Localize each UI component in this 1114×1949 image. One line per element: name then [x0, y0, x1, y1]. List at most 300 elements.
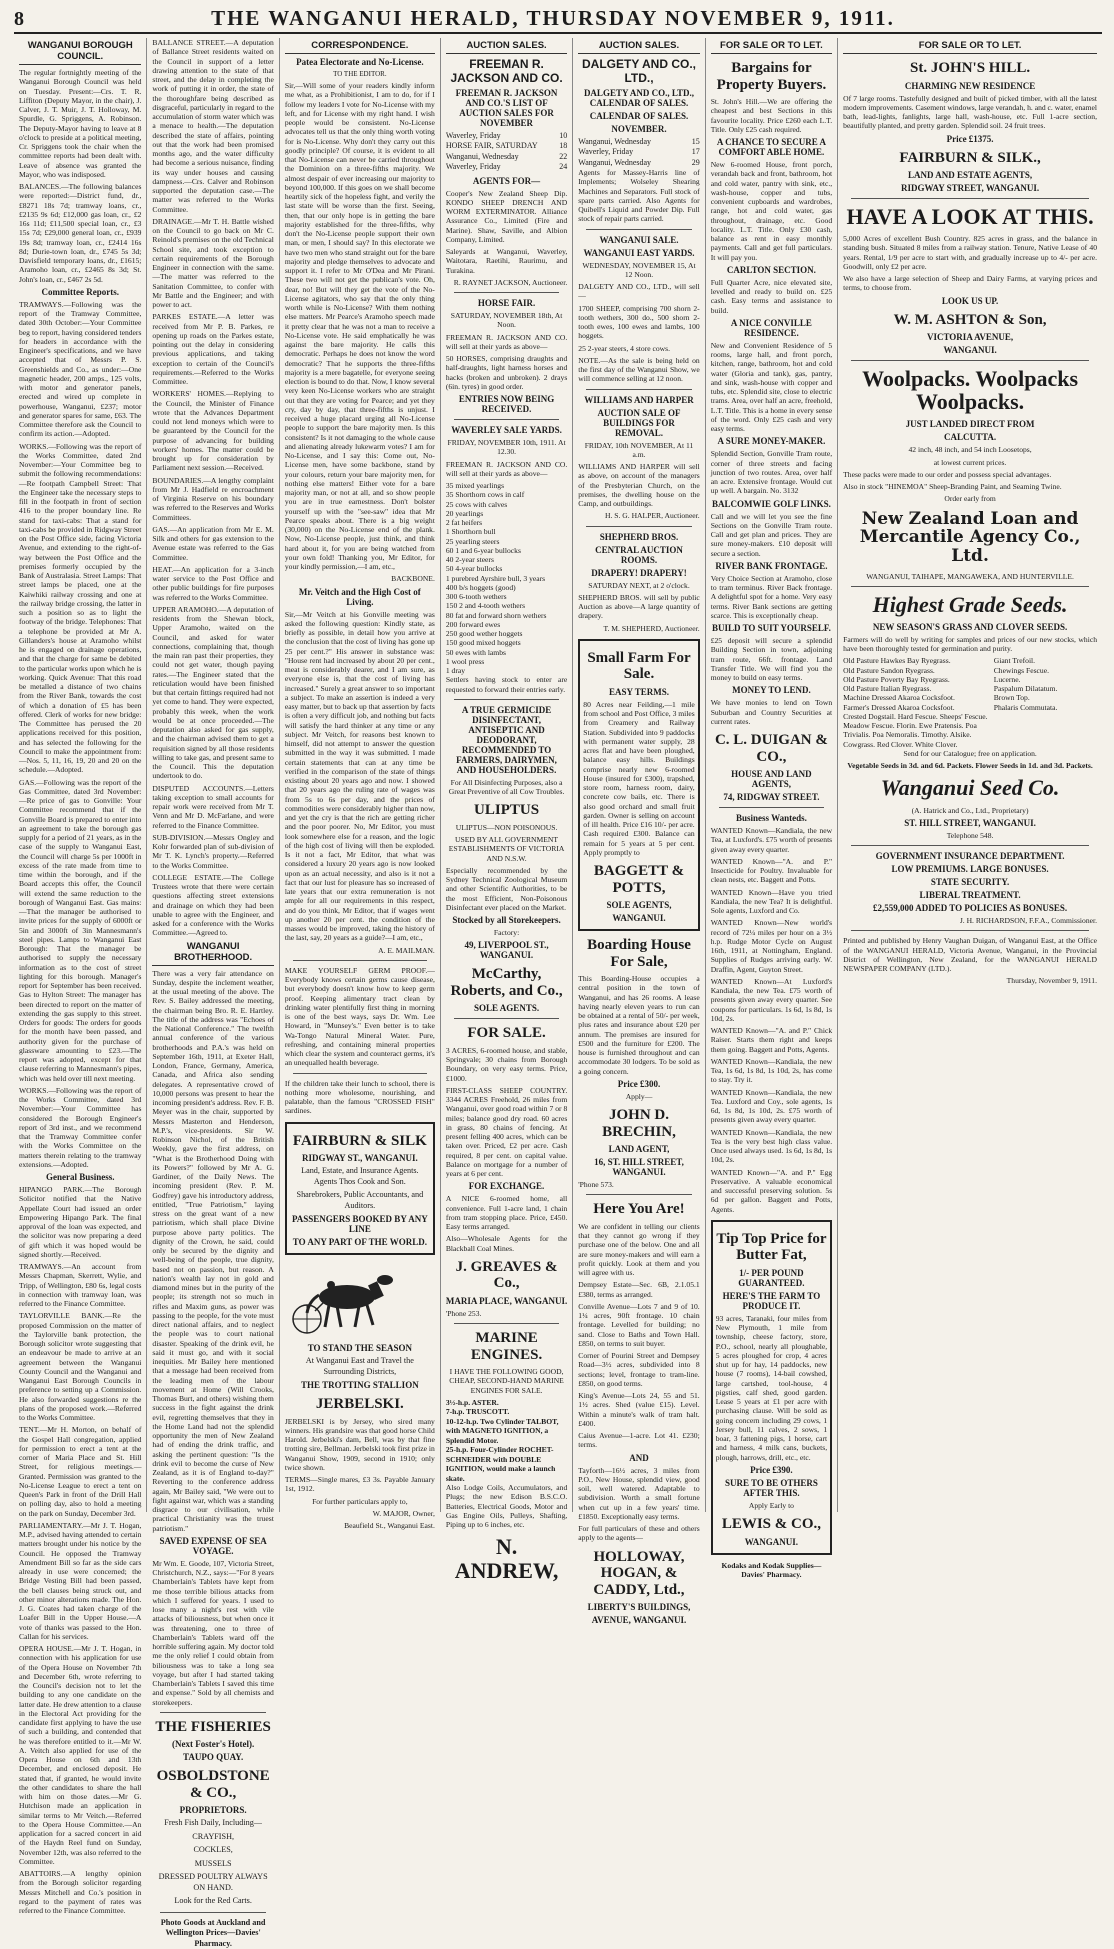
list-item: 3½-h.p. ASTER.	[445, 1397, 499, 1407]
imprint: Printed and published by Henry Vaughan Duigan, of Wanganui East, at the Office of the WANGANUI HERALD, Victoria Avenue, Wanganui, in the Provincial District of Wellington, New Zealand, for the WANGANUI HERALD NEWSPAPER COMPANY (LTD.).	[843, 936, 1097, 974]
wanted-ad: WANTED Known—Kandiala, the new Tea, at Luxford's. £75 worth of presents given away every quarter.	[710, 826, 833, 854]
borough-council-heading: WANGANUI BOROUGH COUNCIL.	[19, 40, 141, 65]
list-item: Brown Top.	[993, 693, 1030, 703]
engine-list	[446, 1398, 567, 1483]
ad-text: Cooper's New Zealand Sheep Dip. KONDO SHEEP DRENCH AND WORM EXTERMINATOR. Alliance Assurance Co., Limited (Fire and Marine). Shaw, Saville, and Albion Company, Limited.	[445, 188, 568, 244]
ad-text: Full Quarter Acre, nice elevated site, levelled and ready to build on. £25 cash. Easy terms and assistance to build.	[710, 277, 833, 315]
sure-line: SURE TO BE OTHERS AFTER THIS.	[724, 1477, 818, 1498]
list-item: Waverley, Friday 24	[445, 162, 568, 172]
ad-text: £25 deposit will secure a splendid Building Section in town, adjoining tram route, 66ft. frontage. Land Transfer Title. We will find you the money to build on easy terms.	[710, 636, 833, 682]
ad-text: ULIPTUS—NON POISONOUS.	[455, 822, 558, 832]
stock-list	[446, 481, 567, 675]
ad-text: Dempsey Estate—Sec. 6B, 2.1.05.1 £380, terms as arranged.	[578, 1280, 700, 1299]
ad-text: 'Phone 573.	[578, 1180, 614, 1190]
ad-text: 42 inch, 48 inch, and 54 inch Loosetops,	[908, 445, 1032, 455]
ad-text: JERBELSKI is by Jersey, who sired many winners. His grandsire was that good horse Child Harold. Jerbelski's dam, Bell, was by that fine trotting sire, Bellman. Jerbelski took first prize in Wanganui Show, 1909, second in 1910; only twice shown.	[284, 1416, 435, 1472]
article-paragraph: WORKERS' HOMES.—Replying to the Council, the Minister of Finance wrote that the Advances Department could not lend moneys which were to be guaranteed by the Council for the purpose of advancing for building workers' homes. The matter could be brought up for consideration by Parliament next session.—Received.	[152, 389, 274, 473]
divider	[160, 1712, 265, 1713]
brechin-name: JOHN D. BRECHIN,	[602, 1107, 676, 1140]
ad-text: This Boarding-House occupies a central position in the town of Wanganui, and has 26 rooms. A lease having nearly eleven years to run can be obtained at a rental of 50/- per week, plus rates and insurance about £20 per annum. The premises are insured for £500 and the furniture for £200. The house is furnished throughout and can accommodate 30 lodgers. To be sold as a going concern.	[578, 974, 700, 1076]
liberty-buildings: LIBERTY'S BUILDINGS,	[587, 1602, 691, 1613]
column-5	[572, 38, 704, 1626]
list-item: 1 dray	[445, 666, 466, 676]
ad-text: These packs were made to our order and possess special advantages.	[843, 469, 1052, 479]
fairburn-address: RIDGWAY STREET, WANGANUI.	[901, 183, 1040, 193]
wanganui-seed-name: Wanganui Seed Co.	[880, 775, 1060, 801]
brechin-address: 16, ST. HILL STREET, WANGANUI.	[594, 1157, 684, 1178]
divider	[160, 1912, 265, 1913]
ad-text: Order early from	[944, 494, 996, 504]
ad-text: Apply Early to	[748, 1500, 794, 1510]
list-item: 35 mixed yearlings	[445, 481, 505, 491]
calendar-label: CALENDAR OF SALES.	[589, 111, 689, 121]
ad-text: We are confident in telling our clients that they cannot go wrong if they purchase one of the below. One and all are sure money-makers and will earn a profit quickly. Look at them and you will agree with us.	[578, 1221, 700, 1278]
bonuses-line: £2,559,000 ADDED TO POLICIES AS BONUSES.	[872, 903, 1068, 914]
wanted-ad: WANTED Known—"A. and P." Insecticide for Poultry. Invaluable for clean nests, etc. Baggett and Potts.	[710, 856, 833, 885]
ad-text: NOTE.—As the sale is being held on the first day of the Wanganui Show, we will commence selling at 12 noon.	[578, 355, 700, 384]
agents-label: AGENTS FOR—	[472, 175, 541, 186]
list-item: Wanganui, Wednesday 22	[445, 151, 568, 161]
ad-text: WILLIAMS AND HARPER will sell as above, on account of the managers of the Presbyterian Church, on the premises, the dwelling house on the Camp, and outbuildings.	[578, 462, 700, 509]
wanted-ad: WANTED Known—At Luxford's Kandiala, the new Tea. £75 worth of presents given away every quarter. See coupons for particulars. 1s 6d, 1s 8d, 1s 10d, 2s.	[710, 976, 833, 1023]
list-item: 1 purebred Ayrshire bull, 3 years	[445, 573, 546, 583]
article-paragraph: There was a very fair attendance on Sunday, despite the inclement weather, at the usual meeting of the above. The Rev. S. Bailey addressed the meeting, the chairman being Bro. R. E. Hartley. The title of the address was "Echoes of the National Conference." The twelfth annual conference of the various brotherhoods and P.A.'s was held on September 16th, 1911, at Exeter Hall, London, France, Germany, America, Canada, and Africa also sending delegates. A representative crowd of 10,000 persons was present to hear the incoming president's address. Rev. F. B. Meyer was in the chair, supported by Messrs Masterton and Henderson, M.P.'s, vice-presidents. Sir W. Robinson Nichol, of the British Weekly, gave the first address, on "What is the Brotherhood Doing with its Powers?" followed by Mr A. G. Gardiner, of the Daily News. The incoming president (Rev. P. M. Godfrey) gave his introductory address, entitled, "True Patriotism," laying stress on the great want of a new patriotism, which shall place Divine purpose above party politics. The dignity of the Crown, he said, could only be secured by the dignity and well-being of the people, true dignity, based not on passion, but reason. A nation's wealth lay not in gold and diamond mines but in the purity of the people; its strength not so much in rifles and Maxim guns, as power was passing to the people, for the vote must direct national affairs, and to neglect the people was to court national disaster. Speaking of the drink evil, he said it must go, and with it social inequities. Mr Bailey here mentioned that a message had been received from the leading men of the labour movement at Home (Will Crooks, Thomas Burt, and others) wishing them success in the fight against the drink evil, regretting themselves that they in the Home Land had not the splendid opportunity the men of New Zealand had of ending the drink traffic, and asking the pertinent question: "Is the drink evil to become the curse of New Zealand, as it is of England to-day?" Reverting to the conference address again, Mr Bailey said, "We were out to fight against war, which was a standing disgrace to our civilisation, while practical Christianity was the truest patriotism."	[152, 968, 274, 1533]
ad-text: Factory:	[493, 928, 520, 938]
article-paragraph: TRAMWAYS.—Following was the report of the Tramway Committee, dated 30th October:—Your Committee beg to report, having considered tenders for headers in accordance with the Engineer's specifications, and we have accepted that of Messrs P. S. Greenshields and Co., as under:—One magnetic header, 200 amps., 125 volts, with motor and generator panels, erected and wired up complete in powerhouse, Wanganui, £237; motor and generator spares for same, £63. The Committee therefore ask the Council to confirm its action.—Adopted.	[19, 299, 142, 439]
st-johns-title: St. JOHN'S HILL.	[910, 60, 1031, 76]
williams-title: WILLIAMS AND HARPER	[584, 394, 694, 405]
ad-text: Farmers will do well by writing for samples and prices of our new stocks, which have been thoroughly tested for germination and purity.	[843, 634, 1097, 654]
heres-line: HERE'S THE FARM TO PRODUCE IT.	[722, 1290, 821, 1311]
ad-text: 50 HORSES, comprising draughts and half-draughts, light harness horses and hacks (broken and unbroken). 2 drays (6in. tyres) in good order.	[445, 354, 568, 391]
marine-engines-title: MARINE ENGINES.	[470, 1330, 543, 1363]
ad-text: 1700 SHEEP, comprising 700 shorn 2-tooth wethers, 300 do., 500 shorn 2-tooth ewes, 100 ewes and lambs, 100 hoggets.	[578, 303, 700, 341]
williams-sale: AUCTION SALE OF BUILDINGS FOR REMOVAL.	[597, 407, 681, 438]
wanganui-label: WANGANUI.	[943, 345, 997, 356]
ad-text: FREEMAN R. JACKSON AND CO. will sell at their yards as above—	[445, 332, 568, 351]
ad-text: 5,000 Acres of excellent Bush Country. 825 acres in grass, and the balance in standing bush. Situated 8 miles from a railway station. Tenure, Native Lease of 40 years. Rental, 1/9 per acre to start with, and gradually increase up to 4/- per acre. Goodwill, only £2 per acre.	[843, 234, 1097, 271]
subheading: SAVED EXPENSE OF SEA VOYAGE.	[159, 1535, 267, 1556]
list-item: 10-12-h.p. Two Cylinder TALBOT, with MAGNETO IGNITION, a Splendid Motor.	[445, 1416, 559, 1445]
column-1	[14, 38, 146, 1915]
subheading: General Business.	[45, 1172, 115, 1182]
seed-list-left	[843, 656, 988, 749]
wanganui-sale-title: WANGANUI SALE.	[599, 234, 679, 245]
sales-list	[578, 137, 699, 168]
divider	[454, 419, 559, 420]
low-premiums: LOW PREMIUMS. LARGE BONUSES.	[891, 864, 1049, 875]
ad-text: USED BY ALL GOVERNMENT ESTABLISHMENTS OF VICTORIA AND N.S.W.	[448, 835, 565, 863]
sole-agents: SOLE AGENTS,	[606, 900, 672, 911]
for-sale-title: FOR SALE.	[467, 1025, 546, 1042]
holloway-name: HOLLOWAY, HOGAN, & CADDY, Ltd.,	[593, 1548, 685, 1598]
tip-top-ad	[711, 1220, 832, 1555]
sales-list	[446, 131, 567, 173]
ad-text: at lowest current prices.	[933, 457, 1007, 467]
to-editor: TO THE EDITOR.	[333, 70, 387, 78]
st-hill-address: ST. HILL STREET, WANGANUI.	[904, 817, 1036, 828]
correspondence-heading: CORRESPONDENCE.	[285, 40, 435, 54]
divider	[586, 526, 691, 527]
ad-text: 3 ACRES, 6-roomed house, and stable, Springvale; 30 chains from Borough Boundary, on very easy terms. Price, £1000.	[445, 1045, 568, 1083]
ad-text: Beaufield St., Wanganui East.	[344, 1521, 435, 1530]
here-you-are-title: Here You Are!	[593, 1201, 685, 1218]
divider	[586, 389, 691, 390]
ad-text: For further particulars apply to,	[312, 1496, 408, 1506]
ad-text: Conville Avenue—Lots 7 and 9 of 10. 1¼ acres, 90ft frontage. 10 chain frontage. Levelled for building; no sand. Close to Baths and Town Hall. £850, on terms to suit buyer.	[578, 1301, 700, 1348]
divider	[586, 229, 691, 230]
article-paragraph: ABATTOIRS.—A lengthy opinion from the Borough solicitor regarding Messrs Mitchell and Co.'s position in regard to the payment of rates was referred to the Finance Committee.	[19, 1869, 142, 1915]
divider	[293, 960, 427, 961]
horse-illustration	[285, 1261, 435, 1339]
for-sale-heading: FOR SALE OR TO LET.	[843, 40, 1097, 54]
andrew-name: N. ANDREW,	[454, 1534, 559, 1583]
ad-text: Apply—	[625, 1091, 653, 1101]
fisheries-sub: (Next Foster's Hotel).	[172, 1739, 255, 1750]
article-paragraph: WORKS.—Following was the report of the Works Committee, dated 2nd November:—Your Committee beg to submit the following recommendations:—Re footpath Campbell Street: That the Engineer take the necessary steps to fill in the footpath in front of section 416 to the proper boundary line. Re stand for taxi-cabs: That a stand for taxi-cabs be provided in Ridgway Street on the Post Office side, facing Victoria Avenue, and extending to the right-of-way between the Post Office and the premises formerly occupied by the Bank of Australasia. Street Lamps: That street lamps be placed, one at the Kaiwhiki railway crossing and one at the railway bridge crossing, the latter in such a position so as to light the footway of the bridge. Telephones: That a telephone be provided at Mr A. Gillanders's house at Aramoho whilst he is engaged on drainage operations, and that the charge for same be debited to the particular works upon which he is working. Quick Avenue: That this road be metalled a distance of two chains from the River Bank, towards the cost of which a donation of £5 has been offered. Clerk of works for new bridge: The Committee has perused the 20 applications received for this position, and has selected the following for the Council to make the appointment from:—Nos. 5, 11, 16, 19, 20 and 20 on the schedule.—Adopted.	[19, 441, 142, 775]
ad-text: Telephone 548.	[946, 830, 994, 840]
ad-text: For full particulars of these and others apply to the agents—	[578, 1524, 700, 1543]
any-part-line: TO ANY PART OF THE WORLD.	[292, 1237, 427, 1247]
list-item: 150 2 and 4-tooth wethers	[445, 601, 526, 611]
proprietors-label: PROPRIETORS.	[179, 1805, 247, 1816]
ad-text: T. M. SHEPHERD, Auctioneer.	[603, 623, 700, 633]
article-paragraph: UPPER ARAMOHO.—A deputation of residents from the Shewan block, Upper Aramoho, waited on the Council, and asked for water connections, complaining that, though the main ran past their properties, they could not get water, though paying rates.—The Engineer stated that the reticulation would have been finished but that certain fittings required had not yet come to hand. They were expected, probably this week, when the work would be at once proceeded.—The deputation also asked for gas supply, and the chairman advised them to get a requisition signed by all those residents willing to take gas, and present same to the Council. This the deputation undertook to do.	[152, 604, 274, 781]
article-paragraph: GAS.—An application from Mr E. M. Silk and others for gas extension to the Avenue estate was referred to the Gas Committee.	[152, 524, 274, 562]
subheading: Mr. Veitch and the High Cost of Living.	[298, 586, 421, 607]
list-item: 80 fat and forward shorn wethers	[445, 610, 547, 620]
small-farm-title: Small Farm For Sale.	[587, 649, 691, 683]
ad-text: St. John's Hill.—We are offering the cheapest and best Sections in this favourite locality. Price £260 each L.T. Title. Only £25 cash required.	[710, 97, 833, 134]
ad-text: Saleyards at Wanganui, Waverley, Waitotara, Raetihi, Raurimu, and Turakina.	[445, 247, 568, 275]
list-item: 7-h.p. TRUSCOTT.	[445, 1407, 510, 1417]
drapery-line: DRAPERY! DRAPERY!	[591, 567, 687, 578]
conville-title: A NICE CONVILLE RESIDENCE.	[730, 317, 812, 338]
highest-grade-title: Highest Grade Seeds.	[872, 591, 1068, 617]
list-item: 40 2-year steers	[445, 555, 494, 565]
ad-text: FRIDAY, 10th NOVEMBER, At 11 a.m.	[584, 440, 694, 459]
ad-text: Photo Goods at Auckland and Wellington Prices—Davies' Pharmacy.	[160, 1917, 266, 1948]
price-label: Price £300.	[617, 1078, 661, 1089]
build-title: BUILD TO SUIT YOURSELF.	[711, 623, 831, 633]
ad-text: FREEMAN R. JACKSON AND CO. will sell at their yards as above—	[445, 459, 568, 478]
list-item: Wanganui, Wednesday 29	[578, 157, 700, 167]
dalgety-calendar: DALGETY AND CO., LTD., CALENDAR OF SALES.	[583, 88, 695, 108]
seed-list-right	[994, 656, 1097, 749]
ad-text: COCKLES,	[193, 1845, 233, 1855]
list-item: Old Pasture Hawkes Bay Ryegrass.	[843, 656, 951, 666]
ad-text: We have monies to lend on Town Suburban and Country Securities at current rates.	[710, 698, 833, 726]
masthead	[14, 6, 1102, 34]
carlton-title: CARLTON SECTION.	[726, 264, 816, 275]
ad-text: New and Convenient Residence of 5 rooms, large hall, and front porch, kitchen, range, bathroom, hot and cold water (Gloria and tank), gas, pantry, and sink, wash-house with copper and tubs, etc. Splendid site, close to electric trams. Area, over half an acre, freehold, L.T. Title. This is a home in every sense of the word. Only £25 cash and very easy terms.	[710, 340, 833, 433]
wanganui-label: WANGANUI.	[612, 913, 666, 924]
article-paragraph: BALANCES.—The following balances were reported:—District fund, dr., £8271 18s 7d; tramway loans, cr., £2135 9s 6d; £12,000 gas loan, cr., £2 16s 11d; £11,500 special loan, cr., £3 15s 7d; £29,000 general loan, cr., £939 19s 8d; tramway loan, cr., £2414 16s 8d; Durie-town loan, dr., £745 5s 3d; Davisfield temporary loans, dr., £1615; Aramoho loan, cr., £2465 8s 3d; St. John's loan, cr., £467 2s 5d.	[19, 182, 142, 284]
list-item: Farmer's Dressed Akaroa Cocksfoot.	[843, 702, 955, 712]
list-item: Old Pasture Italian Ryegrass.	[843, 684, 932, 694]
fisheries-title: THE FISHERIES	[155, 1718, 271, 1735]
chance-title: A CHANCE TO SECURE A COMFORT ABLE HOME.	[716, 137, 827, 157]
list-item: 25 yearling steers	[445, 536, 500, 546]
list-item: Lucerne.	[993, 674, 1021, 684]
list-item: 25-h.p. Four-Cylinder ROCHET-SCHNEIDER with DOUBLE IGNITION, would make a launch skate.	[445, 1445, 556, 1483]
divider	[454, 1018, 559, 1019]
letter-text: Sir,—Will some of your readers kindly inform me what, as a Prohibitionist, I am to do, for if I follow my leaders I vote for No-License with my left, and for License with my right hand. I wish people would be consistent. No-License advocates tell us that the only thing worth voting for is No-License. Why don't they carry out this goodly principle? Of course, it is evident to all that No-License can never be carried throughout the Dominion on a three-fifths majority. We almost despair of ever increasing our majority to beyond 100,000. If this goes on we shall become heartily sick of the hopeless fight, and verily the last state will be worse than the first. Seeing, then, that our only hope is in getting the bare majority established for the three-fifths, why don't the No-License people support their own man, or men, I should say? In this electorate we have two men who stand straight out for the bare majority and pledge themselves to advocate and support it. I refer to Mr O'Dea and Mr Pirani. These two will not get the publican's vote. Oh, dear, no! But will they get the vote of the No-License agitators, who say that the only thing worth while is No-License? With them nothing else matters. Mr Pearce's Aramoho speech made it pretty clear that he was not a man to receive a No-License vote. He said emphatically he was against the bare majority. He calls this democratic. Perhaps he does not know the word democratic? That he supports the three-fifths majority is a mere bagatelle, for everyone seeing election is bound to do that. Now, I know several very keen No-License workers who are straight out that they are voting for Pearce; and yet they cry, day by day, that three-fifths is unjust. I received a huge placard urging all No-License people to support the bare majority men. Is this consistent? Is it not damaging to the whole cause and alienating already lukewarm votes? I am for No-License, and I say this: Come out, No-License men, have some backbone, stand by your colours, return your bare majority men, for nothing else matters! Either vote for a bare majority man, or not at all, and so show people you are in true earnestness. Don't bolster yourself up with the "see-saw" idea that Mr Pearce speaks about. There is a big weight (30,000) on the No-License end of the plank. Now, No-License people, just think, and think hard about it, for you are being watched from your own fold! Thanking you, Mr Editor, for your kindly permission,—I am, etc.,	[284, 81, 435, 571]
guaranteed-line: 1/- PER POUND GUARANTEED.	[738, 1267, 805, 1288]
charming-line: CHARMING NEW RESIDENCE	[904, 80, 1036, 91]
lewis-name: LEWIS & CO.,	[721, 1516, 822, 1532]
duigan-sub: HOUSE AND LAND AGENTS,	[731, 769, 812, 789]
article-paragraph: OPERA HOUSE.—Mr J. T. Hogan, in connection with his application for use of the Opera House on November 7th and December 6th, wrote referring to the Council's decision not to let the building to any one candidate on the latter date. He drew attention to a clause in the Electoral Act providing for the candidate first applying to have the use of such a building, and contended that he was therefore entitled to it.—Mr W. A. Veitch also applied for use of the Opera House on 6th and 13th December, and enclosed deposit. He stated that, if granted, he would invite the other candidates to share the hall with him on those dates.—Mr G. Hutchison made an application in similar terms to Mr Veitch.—Referred to the Opera House Committee.—An application for a sacred concert in aid of the Haydn Reel fund on Sunday, November 12th, was also referred to the Committee.	[19, 1644, 142, 1866]
list-item: 150 good mixed hoggets	[445, 638, 521, 648]
ad-text: Very Choice Section at Aramoho, close to tram terminus. River Back frontage. A delightful spot for a home. Very easy terms. River Bank sections are getting scarce. This is exceptionally cheap.	[710, 573, 833, 620]
ad-text: W. MAJOR, Owner,	[372, 1508, 435, 1518]
wanted-ad: WANTED Known—"A. and P." Chick Raiser. Starts them right and keeps them going. Baggett and Potts, Agents.	[710, 1026, 833, 1054]
list-item: 1 wool press	[445, 656, 485, 666]
list-item: 60 1 and 6-year bullocks	[445, 545, 521, 555]
ad-text: MAKE YOURSELF GERM PROOF.—Everybody knows certain germs cause disease, but everybody doesn't know how to keep germ proof. Keeping alimentary tract clean by drinking water plentifully first thing in morning is one of the best ways, says Dr. Wm. Lee Howard, in "Munsey's." Even better is to take Wa-Tongo Natural Mineral Water. Pure, refreshing, and containing mineral properties which clear the system and counteract germs, it's an unequalled health beverage.	[284, 965, 435, 1068]
greaves-address: MARIA PLACE, WANGANUI.	[445, 1295, 568, 1306]
ad-text: Also—Wholesale Agents for the Blackball Coal Mines.	[445, 1234, 568, 1253]
woolpacks-title: Woolpacks. Woolpacks Woolpacks.	[862, 366, 1079, 415]
shepherd-title: SHEPHERD BROS.	[599, 531, 679, 542]
baggett-name: BAGGETT & POTTS,	[593, 863, 685, 896]
seed-lists	[843, 656, 1097, 749]
have-a-look-title: HAVE A LOOK AT THIS.	[846, 204, 1094, 229]
nz-loan-name: New Zealand Loan and Mercantile Agency Co., Ltd.	[859, 508, 1081, 566]
ad-text: Especially recommended by the Sydney Technical Zoological Museum and other Scientific Authorities, to be the most Efficient, Non-Poisonous Disinfectant ever placed on the Market.	[445, 865, 568, 912]
ad-text: CRAYFISH,	[192, 1831, 235, 1841]
ad-text: Sharebrokers, Public Accountants, and Auditors.	[296, 1190, 424, 1210]
bargains-title: Bargains for Property Buyers.	[716, 60, 827, 93]
article-paragraph: GAS.—Following was the report of the Gas Committee, dated 3rd November:—Re price of gas to Gonville: Your Committee recommend that if the Gonville Board is prepared to enter into an agreement to take the borough gas supply for a period of 21 years, as in the case of the supply to Wanganui East, the Council will charge 5s per 1000ft in excess of the rate made from time to time within the borough, and if the Board accepts this offer, the Council will extend the same reduction to the borough of Wanganui East. Gas mains:—That the manager be authorised to invite prices for the supply of 6000ft or 5in and 3000ft of 3in Mannesmann's steel pipes. Lamps to Wanganui East Borough: That the manager be authorised to supply the necessary information as to the cost of street lighting for this borough. Manager's report for September has been received. Gas to Hylton Street: The manager has been directed to report on the matter of extending the gas supply to this street. Orders for goods: The orders for goods for the month have been passed, and authority given for the purchase of glassware amounting to £23.—The report was adopted, except for that clause referring to Mannesmann's pipes, which was held over till next meeting.	[19, 777, 142, 1083]
new-season-line: NEW SEASON'S GRASS AND CLOVER SEEDS.	[872, 621, 1068, 632]
greaves-name: J. GREAVES & Co.,	[455, 1258, 558, 1292]
ad-text: 'Phone 253.	[445, 1308, 482, 1318]
article-paragraph: DRAINAGE.—Mr T. H. Battle wished on the Council to go back on Mr C. Reinold's premises on the old Technical School site, and took exception to certain requirements of the Borough Engineer in connection with the same.—The matter was referred to the Sanitation Committee, to confer with Mr Battle and the Engineer; and with power to act.	[152, 216, 274, 309]
ad-text: Agents for Massey-Harris line of Implements; Wolseley Shearing Machines and Separators. Full stock of spare parts carried. Also Agents for Quibell's Liquid and Powder Dip. Full stock of repair parts carried.	[578, 168, 700, 224]
divider	[851, 586, 1089, 587]
newspaper-title: THE WANGANUI HERALD, THURSDAY NOVEMBER 9, 1911.	[211, 6, 895, 30]
small-farm-ad	[578, 639, 699, 931]
list-item: Old Pasture Sandon Ryegrass.	[843, 665, 935, 675]
ad-text: For All Disinfecting Purposes, also a Great Preventive of all Cow Troubles.	[448, 777, 565, 797]
ad-text: DALGETY AND CO., LTD., will sell—	[578, 282, 700, 301]
wanted-ad: WANTED Known—Kandiala, the new Tea, 1s 6d, 1s 8d, 1s 10d, 2s, has come to stay. Try it.	[710, 1056, 833, 1085]
ad-text: 25 2-year steers, 4 store cows.	[578, 343, 671, 353]
wanted-ad: WANTED Known—Kandiala, the new Tea. Luxford and Coy., sole agents, 1s 6d, 1s 8d, 1s 10d, 2s. £75 worth of presents given away every quarter.	[710, 1087, 833, 1125]
page-number: 8	[14, 8, 24, 30]
list-item: Giant Trefoil.	[993, 656, 1036, 666]
horse-sale-title: HORSE FAIR.	[477, 298, 536, 309]
brotherhood-heading: WANGANUI BROTHERHOOD.	[152, 941, 273, 966]
list-item: 300 6-tooth wethers	[445, 592, 507, 602]
ad-text: TERMS—Single mares, £3 3s. Payable January 1st, 1912.	[284, 1475, 435, 1494]
column-4	[440, 38, 572, 1583]
ad-text: 80 Acres near Feilding,—1 mile from school and Post Office, 3 miles from Creamery and Railway Station. Subdivided into 9 paddocks with permanent water supply, 28 acres flat and have been ploughed, balance easy hills. Buildings comprise nearly new 6-roomed House (insured for £300), trapshed, store room, harness room, dairy, concrete cow bails, etc. There is also good orchard and small fruit garden. Owner is selling on account of ill health. Price £16 10/- per acre. Cash required £300. Balance can remain for 5 years at 5 per cent. Apply promptly to	[583, 699, 695, 857]
price-label: Price £390.	[750, 1464, 793, 1475]
article-paragraph: TAYLORVILLE BANK.—Re the proposed Commission on the matter of the Taylorville bank protection, the Borough solicitor wrote suggesting that an endeavour be made to arrive at an agreement between the Wanganui County Council and the Wanganui and Wanganui East Borough Councils in preference to setting up a Commission. He also forwarded suggestions re the plans of the proposed work.—Referred to the Works Committee.	[19, 1311, 142, 1422]
list-item: 25 cows with calves	[445, 499, 508, 509]
fairburn-name: FAIRBURN & SILK.,	[899, 149, 1041, 166]
list-item: Paspalum Dilatatum.	[993, 684, 1058, 694]
ad-text: Look for the Red Carts.	[174, 1896, 252, 1906]
divider	[454, 292, 559, 293]
river-title: RIVER BANK FRONTAGE.	[715, 560, 828, 571]
list-item: 1 Shorthorn bull	[445, 527, 496, 537]
fisheries-place: TAUPO QUAY.	[183, 1752, 244, 1763]
fairburn-street: RIDGWAY ST., WANGANUI.	[301, 1153, 418, 1163]
ad-text: DRESSED POULTRY ALWAYS ON HAND.	[158, 1872, 268, 1892]
article-paragraph: WORKS.—Following was the report of the Works Committee, dated 3rd November:—Your Committee has considered the Borough Engineer's report of 3rd inst., and we recommend that the Tramway Committee confer with the Works Committee on the matters therein relating to the tramway extensions.—Adopted.	[19, 1085, 142, 1169]
money-maker-title: A SURE MONEY-MAKER.	[717, 436, 826, 447]
mccarthy-name: McCarthy, Roberts, and Co.,	[450, 966, 563, 999]
article-paragraph: BOUNDARIES.—A lengthy complaint from Mr J. Hadfield re encroachment of Virginia Reserve on his boundary was referred to the Reserves and Works Committees.	[152, 475, 274, 522]
divider	[851, 930, 1089, 931]
wanganui-label: WANGANUI.	[744, 1536, 799, 1547]
ad-text: Corner of Pourini Street and Dempsey Road—3½ acres, subdivided into 8 sections; level, frontage to tram-line. £850, on good terms.	[578, 1351, 700, 1388]
liberal-treatment: LIBERAL TREATMENT.	[919, 890, 1021, 901]
ad-text: 93 acres, Taranaki, four miles from New Plymouth, 1 mile from township, cheese factory, store, P.O., school, nearly all ploughable, 5 acres ploughed for crop, 4 acres shut up for hay, 14 paddocks, new house (7 rooms), 14-bail cowshed, large cartshed, tool-house, 4 pigsties, calf shed, good garden. Lease 5 years at £1 per acre with purchasing clause. Will be sold as going concern including 29 cows, 1 Jersey bull, 11 calves, 2 sows, 1 boar, 3 fattening pigs, 1 horse, cart and harness, 4 milk cans, buckets, plough, harrows, drill, etc., etc.	[715, 1313, 828, 1462]
list-item: 50 ewes with lambs	[445, 647, 506, 657]
and-label: AND	[629, 1452, 649, 1463]
tip-top-title: Tip Top Price for Butter Fat,	[716, 1230, 827, 1264]
landed-line: JUST LANDED DIRECT FROM	[905, 419, 1035, 430]
ad-text: Of 7 large rooms. Tastefully designed and built of picked timber, with all the latest modern improvements. Casement windows, large verandah, h. and c. water, enamel bath, lead-lights, fanlights, large hall, wash-house, etc. Full 1-acre section, beautifully planted, and pretty garden. Splendid soil. 24 fruit trees.	[843, 93, 1098, 131]
list-item: Chewings Fescue.	[993, 665, 1049, 675]
fairburn-name: FAIRBURN & SILK	[292, 1132, 427, 1149]
list-item: 200 forward ewes	[445, 619, 501, 629]
ad-text: Call and we will let you see the fine Sections on the Gonville Tram route. Call and get plan and prices. They are sure money-makers. £10 deposit will secure a section.	[710, 511, 833, 558]
ad-text: Splendid Section, Gonville Tram route, corner of three streets and facing junction of two routes. Area, over half an acre. Extensive frontage. Would cut up well. A bargain. No. 3132	[710, 449, 833, 496]
central-rooms: CENTRAL AUCTION ROOMS.	[595, 544, 683, 565]
divider	[454, 699, 559, 700]
ad-text: SHEPHERD BROS. will sell by public Auction as above—A large quantity of drapery.	[578, 592, 700, 621]
article-paragraph: PARKES ESTATE.—A letter was received from Mr P. B. Parkes, re opening up roads on the Parkes estate, pointing out the delay in considering previous applications, and taking exception to certain of the Council's requirements.—Referred to the Works Committee.	[152, 312, 274, 386]
list-item: Waverley, Friday 10	[445, 131, 568, 140]
ad-text: Send for our Catalogue; free on application.	[903, 748, 1037, 758]
ad-text: R. RAYNET JACKSON, Auctioneer.	[453, 277, 568, 287]
imprint-date: Thursday, November 9, 1911.	[1006, 976, 1097, 986]
stocked-line: Stocked by all Storekeepers.	[452, 915, 561, 926]
ad-text: A NICE 6-roomed home, all convenience. Full 1-acre land, 1 chain from tram stopping place. Price, £450. Easy terms arranged.	[445, 1194, 568, 1232]
ad-text: J. H. RICHARDSON, F.F.A., Commissioner.	[959, 916, 1097, 926]
list-item: Wanganui, Wednesday 15	[578, 137, 700, 146]
letter-text: Sir,—Mr Veitch at his Gonville meeting was asked the following question: Kindly state, as briefly as possible, in detail how you arrive at the conclusion that the cost of living has gone up 25 per cent.?" His answer in substance was: "House rent had increased by about 20 per cent., meat is considerably dearer, and I am sure, as everyone else is, that the cost of living has increased." Surely a great answer to so important a subject. To make an assertion is indeed a very easy matter, but to back up that assertion by facts is often a very difficult job, and nothing but facts will satisfy the hard thinker at any time or any subject. Mr Veitch, for reasons best known to himself, did not attempt to answer the question submitted in the way it was submitted. I made certain statements that can at any time be verified in the comparison of the state of things existing about 20 years ago and now. I showed that 20 years ago the ruling rate of wages was from 5s to 6s per day, and the prices of commodities were considerably higher than now, and yet the cry is that the rich are getting richer and the poor poorer. No, Mr Editor, you must look somewhere else for a reason, and the logic of the high cost of living will then be exploded. Is it not a fact, Mr Editor, that what was considered a luxury 20 years ago is now looked upon as an actual necessity, and also is it not a fact that our lust for pleasure has so increased of late years that our extra remuneration is not ample for all our requirements in this respect, and do you think, Mr Editor, that if wages went up another 20 per cent. the condition of the masses would be improved, taking the history of the last, say, 20 years as a guide?—I am, etc.,	[284, 609, 435, 943]
ad-text: H. S. G. HALPER, Auctioneer.	[604, 511, 700, 521]
sole-agents: SOLE AGENTS.	[474, 1003, 540, 1014]
column-6	[705, 38, 837, 1579]
ad-text: (A. Hatrick and Co., Ltd., Proprietary)	[911, 805, 1029, 815]
price-label: Price £1375.	[946, 133, 994, 144]
ad-text: At Wanganui East and Travel the Surrounding Districts,	[305, 1356, 414, 1376]
cresyl-banner: A TRUE GERMICIDE DISINFECTANT, ANTISEPTIC AND DEODORANT, RECOMMENDED TO FARMERS, DAIRYMEN, AND HOUSEHOLDERS.	[456, 704, 557, 775]
article-paragraph: HEAT.—An application for a 3-inch water service to the Post Office and other public buildings for fire purposes was referred to the Works Committee.	[152, 564, 274, 602]
list-item: Machine Dressed Akaroa Cocksfoot.	[843, 693, 955, 703]
ad-text: If the children take their lunch to school, there is nothing more wholesome, nourishing, and palatable, than the famous "CROSSED FISH" sardines.	[284, 1078, 435, 1116]
ad-text: WANGANUI, TAIHAPE, MANGAWEKA, AND HUNTERVILLE.	[866, 571, 1074, 581]
exchange-title: FOR EXCHANGE.	[468, 1181, 545, 1192]
article-paragraph: COLLEGE ESTATE.—The College Trustees wrote that there were certain questions affecting street extensions and drainage on which they had been unable to agree with the Engineer, and asked for a conference with the Works Committee.—Agreed to.	[152, 872, 274, 938]
ad-text: FIRST-CLASS SHEEP COUNTRY. 3344 ACRES Freehold, 26 miles from Wanganui, over good road within 7 or 8 miles; balance good dry road. 60 acres in grass, 80 chains of fencing. At present felling 400 acres, which can be taken over. Priced, £2 per acre. Cash required, 8 per cent. on capital value. Balance on mortgage for a number of years at 6 per cent.	[445, 1085, 568, 1179]
list-item: HORSE FAIR, SATURDAY 18	[445, 141, 568, 151]
boarding-title: Boarding House For Sale,	[587, 937, 691, 970]
list-item: Crested Dogstail. Hard Fescue. Sheeps' Fescue. Meadow Fescue. Florin. Ewe Pratensis. Poa Trivialis. Poa Nemoralis. Timothy. Alsike. Cowgrass. Red Clover. White Clover.	[843, 711, 988, 749]
ad-text: We also have a large selection of Sheep and Dairy Farms, at varying prices and terms, to choose from.	[843, 274, 1097, 293]
column-7	[837, 38, 1102, 1512]
article-paragraph: Mr Wm. E. Goode, 107, Victoria Street, Christchurch, N.Z., says:—"For 8 years Chamberlain's Tablets have kept from me those terrible bilious attacks from which I suffered for years. I used to lose many a night's rest with vile attacks of biliousness, but when once it was threatening, one to three of Chamberlain's Tablets ward off the horrible suffering again. My doctor told me the only relief I could obtain from biliousness was to take a long sea voyage, but after I had started taking Chamberlain's Tablets I saved this time and expense." Sold by all chemists and storekeepers.	[152, 1558, 274, 1707]
ad-text: Settlers having stock to enter are requested to forward their entries early.	[445, 675, 568, 694]
article-paragraph: DISPUTED ACCOUNTS.—Letters taking exception to small accounts for repair work were received from Mr T. Venn and Mr D. McFarlane, and were referred to the Finance Committee.	[152, 783, 274, 830]
ad-text: MUSSELS	[194, 1858, 232, 1868]
ad-text: Also in stock "HINEMOA" Sheep-Branding Paint, and Seaming Twine.	[843, 482, 1062, 492]
subheading: Committee Reports.	[41, 286, 119, 297]
divider	[851, 198, 1089, 199]
wanted-ad: WANTED Known—New world's record of 72¼ miles per hour on a 3½ h.p. Rudge Motor Cycle on August 16th, 1911, at Nottingham, England. Supplies of Rudges arriving early. W. Draffin, Agent, Guyton Street.	[710, 918, 833, 974]
article-paragraph: TRAMWAYS.—An account from Messrs Chapman, Skerrett, Wylie, and Tripp, of Wellington, £80 6s, legal costs in connection with tramway loan, was referred to the Finance Committee.	[19, 1262, 142, 1308]
column-2	[146, 38, 278, 1948]
dalgety-banner: DALGETY AND CO., LTD.,	[581, 57, 696, 85]
easy-terms: EASY TERMS.	[608, 686, 669, 697]
newspaper-columns	[14, 38, 1102, 1948]
ad-text: I HAVE THE FOLLOWING GOOD, CHEAP, SECOND-HAND MARINE ENGINES FOR SALE.	[449, 1367, 564, 1395]
stand-line: TO STAND THE SEASON	[307, 1343, 412, 1353]
ashton-name: W. M. ASHTON & Son,	[893, 311, 1047, 328]
land-agent: LAND AGENT,	[608, 1144, 670, 1155]
divider	[851, 845, 1089, 846]
ad-text: Fresh Fish Daily, Including—	[164, 1818, 262, 1828]
ad-text: Kodaks and Kodak Supplies—Davies' Pharmacy.	[721, 1560, 822, 1579]
entries-line: ENTRIES NOW BEING RECEIVED.	[458, 394, 555, 415]
article-paragraph: PARLIAMENTARY.—Mr J. T. Hogan, M.P., advised having attended to certain matters brought under his notice by the Council. He opposed the Tramway Amendment Bill so far as the side cars already in use were concerned; the Bridge Vesting Bill had been passed, the bell clauses being struck out, and other minor alterations made. The Hon. J. G. Coates had taken charge of the Loafer Bill in the Upper House.—A vote of thanks was passed to the Hon. Callan for his services.	[19, 1520, 142, 1641]
ad-text: King's Avenue—Lots 24, 55 and 51. 1½ acres. Shed (value £15). Level. Within a minute's walk of tram halt. £400.	[578, 1391, 700, 1428]
jerbelski-name: JERBELSKI.	[315, 1396, 404, 1412]
ad-text: FRIDAY, NOVEMBER 10th, 1911. At 12.30.	[447, 438, 566, 457]
wanted-ad: WANTED Known—Kandiala, the new Tea is the very best high class value. Once used always used. 1s 6d, 1s 8d, 1s 10d, 2s.	[710, 1127, 833, 1165]
list-item: 250 good wether hoggets	[445, 629, 523, 639]
east-yards: WANGANUI EAST YARDS.	[583, 247, 695, 258]
ad-text: Land, Estate, and Insurance Agents. Agents Thos Cook and Son.	[301, 1166, 419, 1186]
money-title: MONEY TO LEND.	[732, 685, 811, 696]
look-us-up: LOOK US UP.	[941, 295, 999, 306]
avenue-label: AVENUE, WANGANUI.	[591, 1615, 687, 1626]
calcutta-line: CALCUTTA.	[944, 432, 997, 443]
list-item: 400 b/s hoggets (good)	[445, 582, 516, 592]
list-item: 35 Shorthorn cows in calf	[445, 490, 525, 500]
trotting-line: THE TROTTING STALLION	[300, 1380, 419, 1390]
article-paragraph: TENT.—Mr H. Morton, on behalf of the Gospel Hall congregation, applied for permission to erect a tent at the corner of Maria Place and St. Hill Street, for religious meetings.—Granted. Permission was granted to the No-License League to erect a tent on Queen's Park in front of the Drill Hall on polling day, also to hold a meeting on the park on Sunday, December 3rd.	[19, 1425, 142, 1518]
article-paragraph: BALLANCE STREET.—A deputation of Ballance Street residents waited on the Council in support of a letter drawing attention to the state of that street, and the delay in completing the work of putting it in order, the state of the thoroughfare being described as disgraceful, particularly in regard to the accumulation of storm water which was a menace to health.—The deputation described the state of affairs, pointing out that the work had been promised months ago, and the water difficulty had become a serious nuisance, finding its way under houses and causing dampness.—Crs. Calver and Robinson supported the deputation case.—The matter was referred to the Works Committee.	[152, 38, 274, 214]
list-item: Old Pasture Poverty Bay Ryegrass.	[843, 674, 950, 684]
november-label: NOVEMBER.	[611, 124, 667, 134]
divider	[586, 1194, 691, 1195]
state-security: STATE SECURITY.	[930, 877, 1010, 888]
victoria-avenue: VICTORIA AVENUE,	[926, 332, 1014, 343]
business-wanteds: Business Wanteds.	[735, 813, 807, 823]
ad-text: New 6-roomed House, front porch, verandah back and front, bathroom, hot and cold water, pantry with sink, etc., wash-house, copper and tubs, convenient cupboards and wardrobes, range, hot and cold water, gas throughout, drainage, etc. Good locality. L.T. Title. Only £30 cash, balance as rent in easy monthly payments. Call and get full particulars. It will pay you.	[710, 160, 833, 262]
ad-text: WEDNESDAY, NOVEMBER 15, At 12 Noon.	[582, 260, 696, 279]
factory-address: 49, LIVERPOOL ST., WANGANUI.	[464, 940, 549, 961]
fairburn-sub: LAND AND ESTATE AGENTS,	[907, 170, 1033, 180]
divider	[454, 1323, 559, 1324]
fairburn-ad	[285, 1122, 435, 1256]
article-paragraph: The regular fortnightly meeting of the Wanganui Borough Council was held on Tuesday. Present:—Crs. T. R. Liffiton (Deputy Mayor, in the chair), J. Calver, J. T. Muir, J. T. Holloway, M. Spurdle, G. Spriggens, A. Robinson. The Deputy-Mayor having to leave at 8 o'clock to preside at a political meeting, Cr. Spriggens took the chair when the committee reports had been dealt with. Leave of absence was granted the Mayor, who was indisposed.	[19, 68, 142, 179]
list-item: Phalaris Commutata.	[993, 702, 1058, 712]
wanted-ad: WANTED Known—"A. and P." Egg Preservative. A valuable economical and successful preserving solution. 5s 6d per gallon. Baggett and Potts, Agents.	[710, 1167, 833, 1214]
ad-text: SATURDAY NEXT, at 2 o'clock.	[588, 580, 690, 590]
divider	[851, 360, 1089, 361]
golf-title: BALCOMWIE GOLF LINKS.	[711, 498, 831, 509]
